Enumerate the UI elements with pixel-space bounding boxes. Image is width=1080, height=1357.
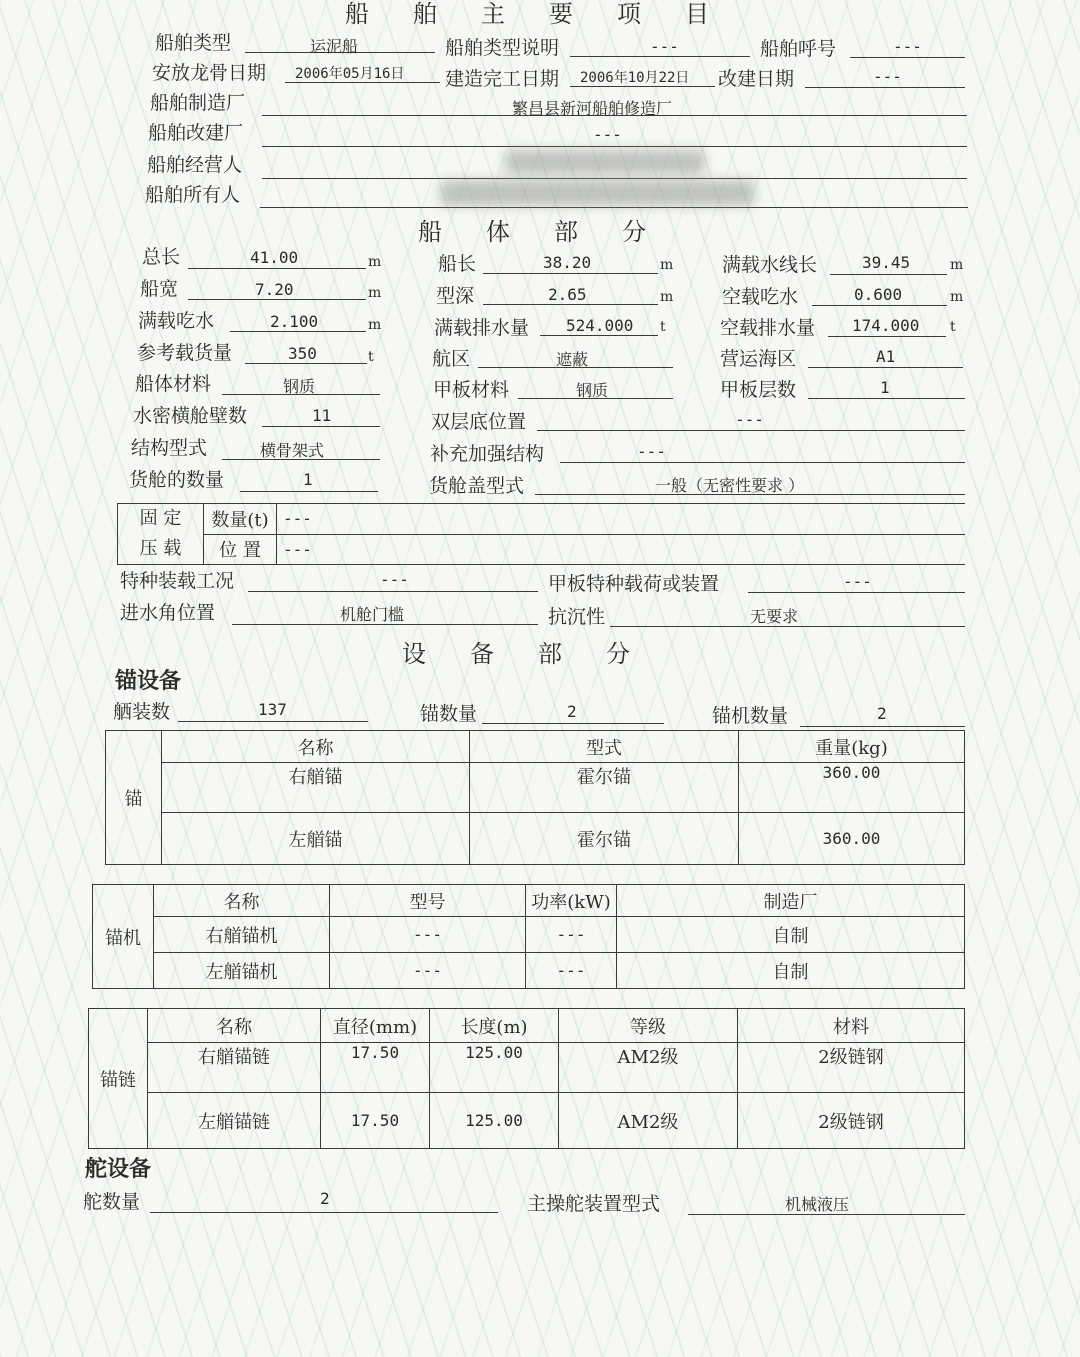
sea-area-label: 营运海区 [720,348,797,370]
anchor-header-type: 型式 [470,731,739,763]
full-draft-value: 2.100 [270,312,319,331]
anchor-weight: 360.00 [739,813,965,865]
bulkheads-label: 水密横舱壁数 [133,405,248,427]
chain-table [88,1008,965,1149]
chain-grade: AM2级 [559,1093,738,1149]
windlass-header-model: 型号 [330,885,526,917]
lpp-label: 船长 [438,253,477,275]
sink-label: 抗沉性 [548,606,606,628]
unit-m: m [660,257,674,273]
windlass-header-name: 名称 [154,885,330,917]
deck-special-value: --- [843,572,872,591]
windlass-name: 右艏锚机 [154,917,330,953]
build-date-label: 建造完工日期 [445,68,560,90]
deck-special-label: 甲板特种载荷或装置 [548,573,720,595]
breadth-value: 7.20 [255,280,294,299]
unit-m: m [368,317,382,333]
call-sign-value: --- [893,37,922,56]
chain-header-grade: 等级 [559,1009,738,1043]
unit-t: t [950,319,956,335]
structure-label: 结构型式 [131,437,208,459]
loa-label: 总长 [142,246,181,268]
full-disp-label: 满载排水量 [434,317,530,339]
chain-name: 右艏锚链 [148,1043,321,1093]
windlass-header-power: 功率(kW) [526,885,617,917]
chain-row-label: 锚链 [89,1009,148,1149]
anchor-type: 霍尔锚 [470,763,739,813]
unit-m: m [368,254,382,270]
windlass-power: --- [526,953,617,989]
windlass-count-label: 锚机数量 [712,705,789,727]
loa-value: 41.00 [250,248,299,267]
ballast-pos-value: --- [277,534,966,565]
chain-length: 125.00 [430,1043,559,1093]
builder-label: 船舶制造厂 [150,92,246,114]
special-cond-value: --- [380,570,409,589]
unit-m: m [660,289,674,305]
chain-diameter: 17.50 [321,1093,430,1149]
unit-m: m [368,285,382,301]
chain-header-material: 材料 [738,1009,965,1043]
anchor-name: 右艏锚 [162,763,470,813]
redacted-operator [505,150,705,174]
unit-t: t [660,319,666,335]
rebuild-date-label: 改建日期 [718,68,795,90]
bulkheads-value: 11 [312,406,332,425]
rebuild-date-value: --- [873,67,902,86]
builder-value: 繁昌县新河船舶修造厂 [512,99,673,118]
special-cond-label: 特种装载工况 [120,570,235,592]
ref-cargo-value: 350 [288,344,317,363]
anchor-header-weight: 重量(kg) [739,731,965,763]
anchor-section-title: 锚设备 [115,669,182,694]
windlass-maker: 自制 [617,917,965,953]
holds-label: 货舱的数量 [129,469,225,491]
lwl-label: 满载水线长 [722,254,818,276]
ballast-pos-label: 位 置 [204,534,277,565]
hatch-value: 一般（无密性要求 ） [655,476,805,495]
windlass-header-maker: 制造厂 [617,885,965,917]
windlass-maker: 自制 [617,953,965,989]
deck-material-label: 甲板材料 [433,379,510,401]
nav-area-label: 航区 [432,348,471,370]
unit-m: m [950,289,964,305]
windlass-table [92,884,965,989]
light-draft-value: 0.600 [854,285,903,304]
holds-value: 1 [303,470,313,489]
ship-type-desc-value: --- [650,37,679,56]
chain-diameter: 17.50 [321,1043,430,1093]
flood-label: 进水角位置 [120,602,216,624]
flood-value: 机舱门槛 [340,605,405,624]
ballast-label: 固 定 压 载 [118,504,204,565]
steering-value: 机械液压 [785,1195,850,1214]
full-draft-label: 满载吃水 [138,310,215,332]
anchor-header-name: 名称 [162,731,470,763]
structure-value: 横骨架式 [260,441,325,460]
deck-material-value: 钢质 [576,381,609,400]
ballast-qty-label: 数量(t) [204,504,277,535]
unit-t: t [368,349,374,365]
anchor-count-label: 锚数量 [420,703,478,725]
chain-length: 125.00 [430,1093,559,1149]
rebuilder-value: --- [593,125,622,144]
reinforce-label: 补充加强结构 [430,443,545,465]
page-title: 船舶主要项目 [345,0,753,28]
windlass-model: --- [330,917,526,953]
rudder-count-label: 舵数量 [83,1191,141,1213]
hull-section-title: 船体部分 [418,218,690,246]
full-disp-value: 524.000 [566,316,634,335]
breadth-label: 船宽 [140,278,179,300]
deck-count-value: 1 [880,378,890,397]
hull-material-value: 钢质 [283,377,316,396]
ship-type-desc-label: 船舶类型说明 [445,37,560,59]
windlass-row-label: 锚机 [93,885,154,989]
call-sign-label: 船舶呼号 [760,38,837,60]
light-disp-label: 空载排水量 [720,317,816,339]
windlass-count-value: 2 [877,704,887,723]
hatch-label: 货舱盖型式 [429,475,525,497]
rudder-count-value: 2 [320,1189,330,1208]
build-date-value: 2006年10月22日 [580,70,690,86]
keel-date-value: 2006年05月16日 [295,66,405,82]
hull-material-label: 船体材料 [135,373,212,395]
windlass-model: --- [330,953,526,989]
depth-label: 型深 [436,285,475,307]
ballast-qty-value: --- [277,504,966,535]
light-draft-label: 空载吃水 [722,286,799,308]
operator-label: 船舶经营人 [147,154,243,176]
steering-label: 主操舵装置型式 [527,1193,661,1215]
ballast-table [117,503,965,565]
chain-material: 2级链钢 [738,1093,965,1149]
sink-value: 无要求 [750,607,799,626]
ship-type-label: 船舶类型 [155,32,232,54]
anchor-table [105,730,965,865]
chain-grade: AM2级 [559,1043,738,1093]
anchor-count-value: 2 [567,702,577,721]
ref-cargo-label: 参考载货量 [137,342,233,364]
anchor-weight: 360.00 [739,763,965,813]
chain-header-diameter: 直径(mm) [321,1009,430,1043]
outfit-value: 137 [258,700,287,719]
rudder-section-title: 舵设备 [85,1157,152,1182]
owner-label: 船舶所有人 [145,184,241,206]
chain-material: 2级链钢 [738,1043,965,1093]
anchor-type: 霍尔锚 [470,813,739,865]
windlass-power: --- [526,917,617,953]
sea-area-value: A1 [876,347,896,366]
lwl-value: 39.45 [862,253,911,272]
anchor-row-label: 锚 [106,731,162,865]
deck-count-label: 甲板层数 [720,379,797,401]
light-disp-value: 174.000 [852,316,920,335]
equipment-section-title: 设备部分 [402,640,674,668]
chain-header-name: 名称 [148,1009,321,1043]
anchor-name: 左艏锚 [162,813,470,865]
ship-type-value: 运泥船 [310,37,359,56]
chain-header-length: 长度(m) [430,1009,559,1043]
rebuilder-label: 船舶改建厂 [148,122,244,144]
reinforce-value: --- [637,442,666,461]
double-bottom-value: --- [735,410,764,429]
chain-name: 左艏锚链 [148,1093,321,1149]
unit-m: m [950,257,964,273]
redacted-owner [440,180,755,206]
depth-value: 2.65 [548,285,587,304]
outfit-label: 舾装数 [113,701,171,723]
double-bottom-label: 双层底位置 [431,411,527,433]
keel-date-label: 安放龙骨日期 [152,62,267,84]
lpp-value: 38.20 [543,253,592,272]
nav-area-value: 遮蔽 [556,350,589,369]
windlass-name: 左艏锚机 [154,953,330,989]
